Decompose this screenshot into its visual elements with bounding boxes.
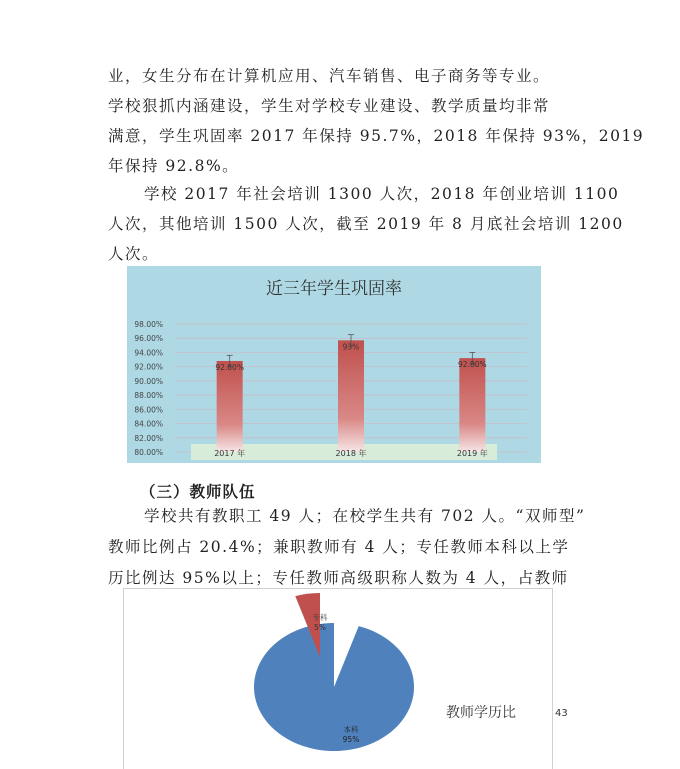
pie-slice-value-label: 95% xyxy=(342,735,360,744)
text-line: 历比例达 95%以上；专任教师高级职称人数为 4 人，占教师 xyxy=(108,569,569,587)
y-tick-label: 82.00% xyxy=(134,433,163,443)
x-tick-label: 2018 年 xyxy=(335,449,367,458)
page-number: 43 xyxy=(555,708,568,719)
text-line: 学校狠抓内涵建设，学生对学校专业建设、教学质量均非常 xyxy=(108,97,551,115)
text-line: 学校共有教职工 49 人；在校学生共有 702 人。“双师型” xyxy=(144,507,586,525)
pie-chart-title: 教师学历比 xyxy=(446,705,516,721)
bar xyxy=(459,358,485,452)
y-tick-label: 80.00% xyxy=(134,448,163,457)
text-line: 年保持 92.8%。 xyxy=(108,157,240,175)
text-line: 满意，学生巩固率 2017 年保持 95.7%，2018 年保持 93%，2019 xyxy=(108,127,645,145)
text-line: 业，女生分布在计算机应用、汽车销售、电子商务等专业。 xyxy=(108,67,551,85)
y-tick-label: 88.00% xyxy=(134,391,163,401)
data-label: 92.80% xyxy=(458,360,487,370)
data-label: 93% xyxy=(342,342,360,352)
chart-title: 近三年学生巩固率 xyxy=(266,279,402,299)
text-line: 人次，其他培训 1500 人次，截至 2019 年 8 月底社会培训 1200 xyxy=(108,215,624,233)
retention-rate-bar-chart xyxy=(127,266,541,463)
y-tick-label: 94.00% xyxy=(134,348,163,358)
data-label: 92.80% xyxy=(215,362,244,372)
text-line: 人次。 xyxy=(108,245,160,263)
y-tick-label: 84.00% xyxy=(134,419,163,429)
y-tick-label: 96.00% xyxy=(134,334,163,344)
bar xyxy=(338,340,364,452)
pie-chart-canvas xyxy=(124,589,552,769)
y-tick-label: 90.00% xyxy=(134,376,163,386)
bar xyxy=(217,361,243,452)
text-line: 学校 2017 年社会培训 1300 人次，2018 年创业培训 1100 xyxy=(144,185,620,203)
teacher-education-pie-chart xyxy=(123,588,553,769)
pie-slice xyxy=(254,623,414,751)
y-tick-label: 86.00% xyxy=(134,405,163,415)
text-line: 教师比例占 20.4%；兼职教师有 4 人；专任教师本科以上学 xyxy=(108,538,570,556)
pie-slice-value-label: 5% xyxy=(314,623,326,632)
x-tick-label: 2017 年 xyxy=(214,449,246,458)
section-heading: （三）教师队伍 xyxy=(140,482,256,501)
x-tick-label: 2019 年 xyxy=(456,449,488,458)
y-tick-label: 92.00% xyxy=(134,362,163,372)
pie-slice-name-label: 专科 xyxy=(312,613,328,622)
pie-slice-name-label: 本科 xyxy=(343,725,359,734)
y-tick-label: 98.00% xyxy=(134,320,163,329)
